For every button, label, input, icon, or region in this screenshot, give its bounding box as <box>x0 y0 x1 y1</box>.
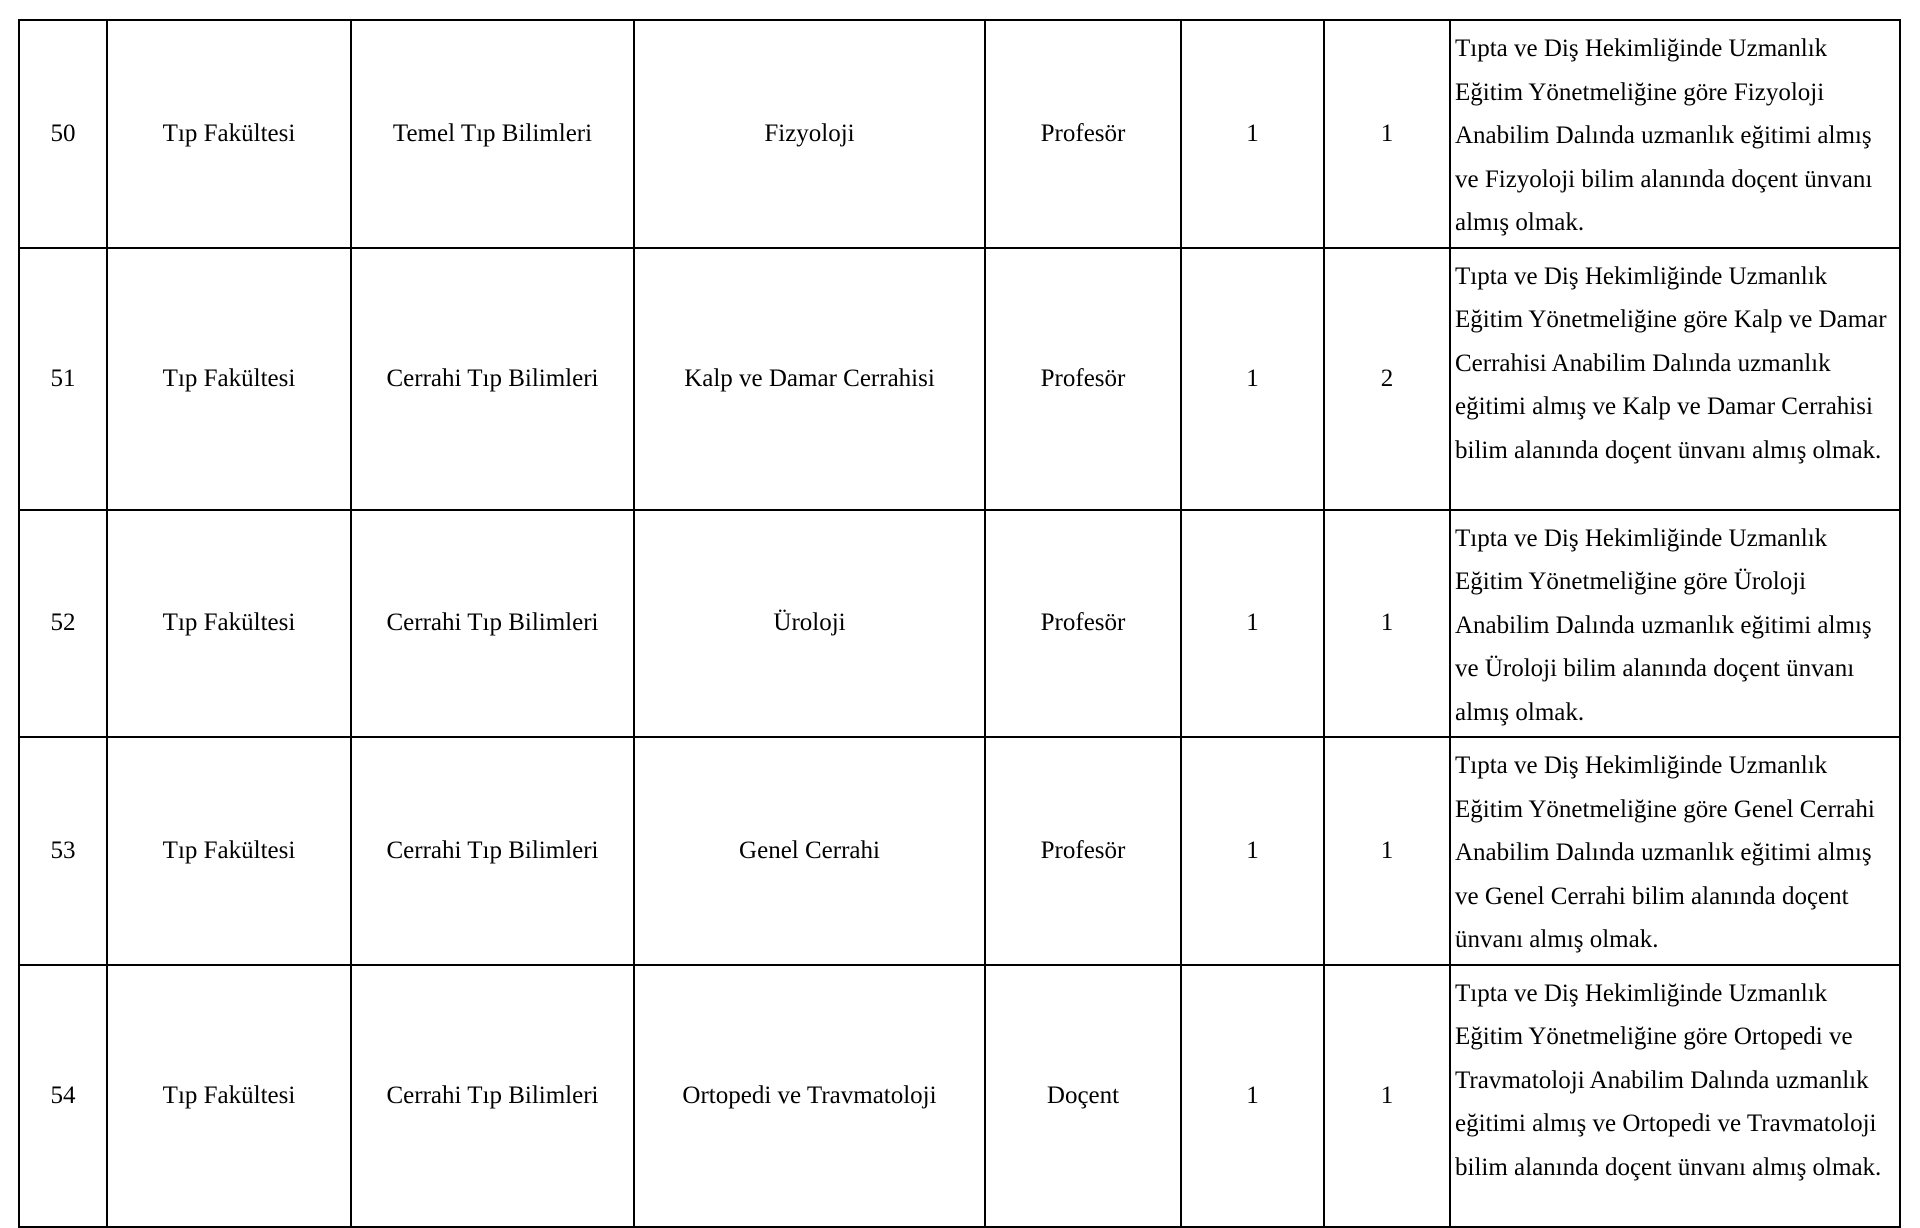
requirement-cell: Tıpta ve Diş Hekimliğinde Uzmanlık Eğitim Yönetmeliğine göre Genel Cerrahi Anabilim Dalında uzmanlık eğitimi almış ve Genel Cerrahi bilim alanında doçent ünvanı almış olmak. <box>1450 737 1900 965</box>
count-cell: 1 <box>1324 510 1450 738</box>
title-cell: Profesör <box>985 510 1181 738</box>
section-cell: Cerrahi Tıp Bilimleri <box>351 248 634 510</box>
department-cell: Kalp ve Damar Cerrahisi <box>634 248 985 510</box>
table-row <box>19 510 1900 738</box>
faculty-cell: Tıp Fakültesi <box>107 737 351 965</box>
faculty-cell: Tıp Fakültesi <box>107 20 351 248</box>
count-cell: 1 <box>1324 20 1450 248</box>
degree-cell: 1 <box>1181 737 1324 965</box>
department-cell: Üroloji <box>634 510 985 738</box>
requirement-cell: Tıpta ve Diş Hekimliğinde Uzmanlık Eğitim Yönetmeliğine göre Kalp ve Damar Cerrahisi Anabilim Dalında uzmanlık eğitimi almış ve Kalp ve Damar Cerrahisi bilim alanında doçent ünvanı almış olmak. <box>1450 248 1900 510</box>
section-cell: Temel Tıp Bilimleri <box>351 20 634 248</box>
table-row <box>19 965 1900 1227</box>
degree-cell: 1 <box>1181 510 1324 738</box>
count-cell: 1 <box>1324 965 1450 1227</box>
department-cell: Fizyoloji <box>634 20 985 248</box>
title-cell: Doçent <box>985 965 1181 1227</box>
count-cell: 1 <box>1324 737 1450 965</box>
table-row <box>19 737 1900 965</box>
title-cell: Profesör <box>985 248 1181 510</box>
section-cell: Cerrahi Tıp Bilimleri <box>351 510 634 738</box>
requirement-cell: Tıpta ve Diş Hekimliğinde Uzmanlık Eğitim Yönetmeliğine göre Ortopedi ve Travmatoloji Anabilim Dalında uzmanlık eğitimi almış ve Ortopedi ve Travmatoloji bilim alanında doçent ünvanı almış olmak. <box>1450 965 1900 1227</box>
position-table <box>18 19 1901 1228</box>
count-cell: 2 <box>1324 248 1450 510</box>
row-number: 51 <box>19 248 107 510</box>
faculty-cell: Tıp Fakültesi <box>107 248 351 510</box>
degree-cell: 1 <box>1181 965 1324 1227</box>
degree-cell: 1 <box>1181 20 1324 248</box>
department-cell: Ortopedi ve Travmatoloji <box>634 965 985 1227</box>
title-cell: Profesör <box>985 20 1181 248</box>
requirement-cell: Tıpta ve Diş Hekimliğinde Uzmanlık Eğitim Yönetmeliğine göre Fizyoloji Anabilim Dalında uzmanlık eğitimi almış ve Fizyoloji bilim alanında doçent ünvanı almış olmak. <box>1450 20 1900 248</box>
degree-cell: 1 <box>1181 248 1324 510</box>
row-number: 52 <box>19 510 107 738</box>
table-row <box>19 20 1900 248</box>
row-number: 53 <box>19 737 107 965</box>
table-row <box>19 248 1900 510</box>
title-cell: Profesör <box>985 737 1181 965</box>
section-cell: Cerrahi Tıp Bilimleri <box>351 737 634 965</box>
faculty-cell: Tıp Fakültesi <box>107 965 351 1227</box>
row-number: 50 <box>19 20 107 248</box>
row-number: 54 <box>19 965 107 1227</box>
faculty-cell: Tıp Fakültesi <box>107 510 351 738</box>
requirement-cell: Tıpta ve Diş Hekimliğinde Uzmanlık Eğitim Yönetmeliğine göre Üroloji Anabilim Dalında uzmanlık eğitimi almış ve Üroloji bilim alanında doçent ünvanı almış olmak. <box>1450 510 1900 738</box>
section-cell: Cerrahi Tıp Bilimleri <box>351 965 634 1227</box>
department-cell: Genel Cerrahi <box>634 737 985 965</box>
